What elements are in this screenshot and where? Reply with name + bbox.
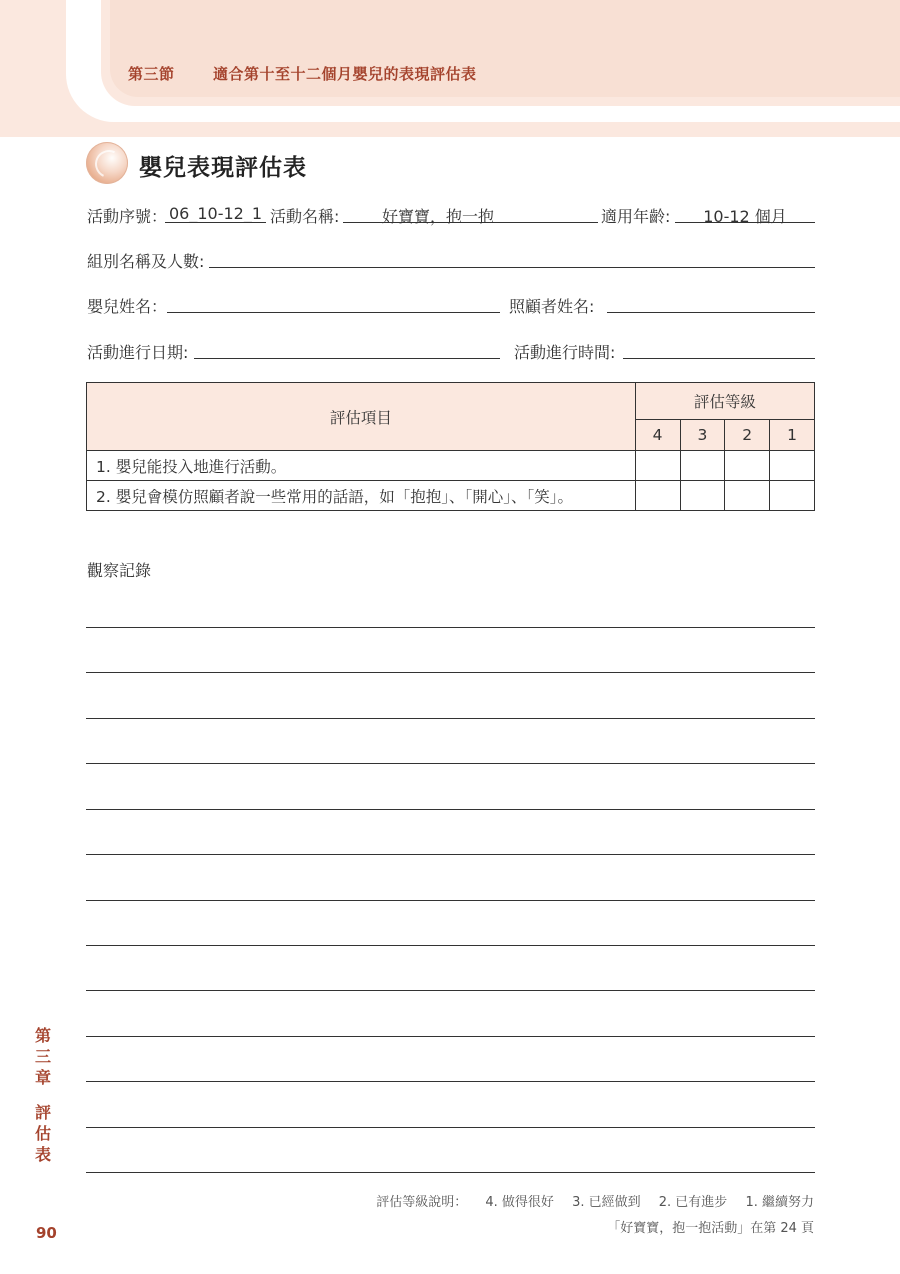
grade-cell[interactable]	[680, 481, 725, 511]
baby-name-label: 嬰兒姓名：	[87, 297, 168, 316]
caregiver-label: 照顧者姓名:	[509, 297, 595, 316]
table-row	[87, 481, 815, 511]
grade-header: 評估等級	[635, 383, 814, 420]
baby-name-line[interactable]	[167, 312, 500, 313]
grade-2: 2	[725, 420, 770, 451]
grade-cell[interactable]	[680, 451, 725, 481]
grade-1: 1	[770, 420, 815, 451]
section-label: 第三節	[128, 65, 175, 83]
date-line[interactable]	[194, 358, 500, 359]
section-title: 適合第十至十二個月嬰兒的表現評估表	[213, 65, 477, 83]
activity-name-label: 活動名稱:	[270, 207, 340, 226]
grade-cell[interactable]	[770, 481, 815, 511]
observation-line[interactable]	[86, 1081, 815, 1082]
side-topic-char: 估	[34, 1124, 51, 1143]
item-text: 1. 嬰兒能投入地進行活動。	[87, 451, 636, 481]
legend-item: 2. 已有進步	[658, 1195, 728, 1210]
caregiver-line[interactable]	[607, 312, 815, 313]
grade-cell[interactable]	[635, 451, 680, 481]
group-line[interactable]	[209, 267, 815, 268]
side-chapter-char: 第	[34, 1026, 51, 1045]
grade-legend	[376, 1191, 814, 1210]
grade-cell[interactable]	[635, 481, 680, 511]
grade-cell[interactable]	[725, 451, 770, 481]
observation-line[interactable]	[86, 718, 815, 719]
time-line[interactable]	[623, 358, 815, 359]
activity-no-value: 06_10-12_1	[168, 204, 263, 223]
legend-item: 1. 繼續努力	[745, 1195, 814, 1210]
group-label: 組別名稱及人數:	[87, 252, 205, 271]
legend-item: 4. 做得很好	[485, 1195, 554, 1210]
item-text: 2. 嬰兒會模仿照顧者說一些常用的話語，如「抱抱」、「開心」、「笑」。	[87, 481, 636, 511]
table-row	[87, 451, 815, 481]
legend-title: 評估等級說明：	[376, 1195, 468, 1210]
observation-line[interactable]	[86, 1036, 815, 1037]
evaluation-table	[86, 382, 815, 511]
age-label: 適用年齡:	[601, 207, 671, 226]
side-chapter-label	[33, 1025, 53, 1165]
side-chapter-char: 章	[34, 1068, 51, 1087]
observation-label: 觀察記錄	[87, 561, 152, 580]
observation-line[interactable]	[86, 990, 815, 991]
observation-line[interactable]	[86, 672, 815, 673]
page-number: 90	[36, 1224, 57, 1242]
observation-line[interactable]	[86, 900, 815, 901]
grade-3: 3	[680, 420, 725, 451]
legend-item: 3. 已經做到	[572, 1195, 641, 1210]
side-chapter-char: 三	[34, 1047, 51, 1066]
observation-line[interactable]	[86, 854, 815, 855]
activity-no-label: 活動序號：	[87, 207, 168, 226]
time-label: 活動進行時間:	[514, 343, 616, 362]
activity-reference: 「好寶寶，抱一抱活動」在第 24 頁	[607, 1221, 814, 1236]
grade-4: 4	[635, 420, 680, 451]
observation-line[interactable]	[86, 1172, 815, 1173]
observation-line[interactable]	[86, 627, 815, 628]
observation-line[interactable]	[86, 1127, 815, 1128]
activity-name-value: 好寶寶，抱一抱	[381, 207, 494, 226]
side-topic-char: 表	[34, 1145, 51, 1164]
age-value: 10-12 個月	[703, 207, 787, 226]
item-header: 評估項目	[87, 383, 636, 451]
form-title: 嬰兒表現評估表	[139, 155, 307, 181]
side-topic-char: 評	[34, 1103, 51, 1122]
grade-cell[interactable]	[770, 451, 815, 481]
observation-line[interactable]	[86, 809, 815, 810]
bubble-icon	[86, 142, 128, 184]
date-label: 活動進行日期:	[87, 343, 189, 362]
observation-line[interactable]	[86, 945, 815, 946]
grade-cell[interactable]	[725, 481, 770, 511]
observation-line[interactable]	[86, 763, 815, 764]
